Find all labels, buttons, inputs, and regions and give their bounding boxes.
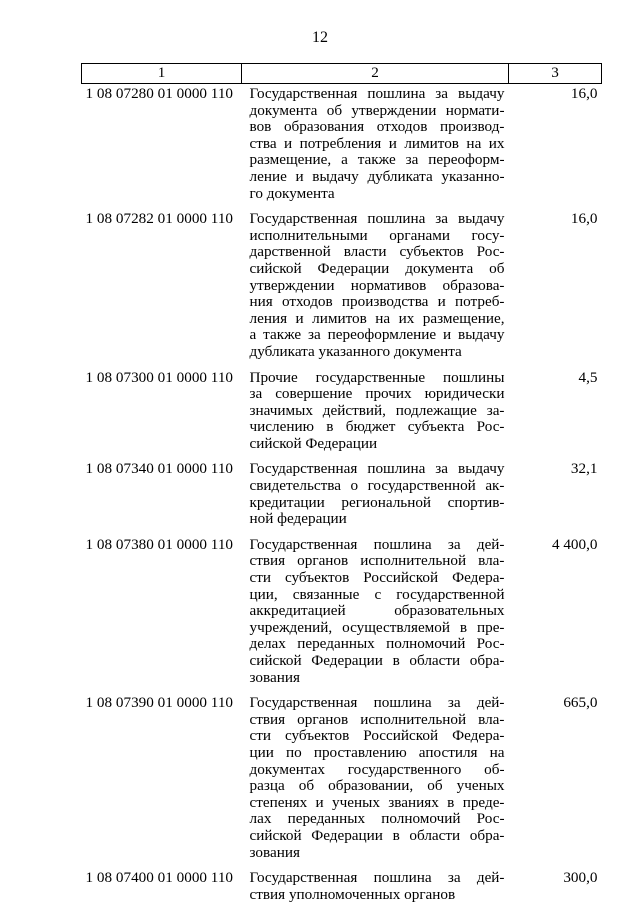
description-line: документах государственного об- <box>250 762 505 779</box>
revenue-description <box>242 693 509 868</box>
description-line: сти субъектов Российской Федера- <box>250 728 505 745</box>
revenue-description <box>242 868 509 910</box>
description-line: ции по проставлению апостиля на <box>250 745 505 762</box>
description-line: дубликата указанного документа <box>250 344 505 361</box>
description-line: кредитации региональной спортив- <box>250 495 505 512</box>
table-row <box>82 868 602 910</box>
description-line: сийской Федерации документа об <box>250 261 505 278</box>
revenue-amount: 4 400,0 <box>509 535 602 693</box>
description-line: свидетельства о государственной ак- <box>250 478 505 495</box>
description-line: значимых действий, подлежащие за- <box>250 403 505 420</box>
description-line: степенях и ученых званиях в преде- <box>250 795 505 812</box>
description-line: делах переданных полномочий Рос- <box>250 636 505 653</box>
page-number: 12 <box>0 28 640 48</box>
revenue-amount: 300,0 <box>509 868 602 910</box>
revenue-code: 1 08 07280 01 0000 110 <box>82 84 242 210</box>
description-line: Государственная пошлина за дей- <box>250 537 505 554</box>
table-row <box>82 459 602 534</box>
revenue-code: 1 08 07282 01 0000 110 <box>82 209 242 367</box>
header-col-1: 1 <box>82 64 242 84</box>
revenue-description <box>242 535 509 693</box>
description-line: исполнительными органами госу- <box>250 228 505 245</box>
description-line: сийской Федерации <box>250 436 505 453</box>
description-line: размещение, а также за переоформ- <box>250 152 505 169</box>
revenue-code: 1 08 07400 01 0000 110 <box>82 868 242 910</box>
description-line: ствия органов исполнительной вла- <box>250 553 505 570</box>
description-line: Государственная пошлина за выдачу <box>250 211 505 228</box>
revenue-description <box>242 459 509 534</box>
description-line: Государственная пошлина за выдачу <box>250 461 505 478</box>
table-row <box>82 535 602 693</box>
description-line: аккредитацией образовательных <box>250 603 505 620</box>
table-row <box>82 209 602 367</box>
description-line: лах переданных полномочий Рос- <box>250 811 505 828</box>
description-line: Государственная пошлина за дей- <box>250 870 505 887</box>
description-line: учреждений, осуществляемой в пре- <box>250 620 505 637</box>
table-body <box>82 84 602 910</box>
revenue-code: 1 08 07340 01 0000 110 <box>82 459 242 534</box>
description-line: ствия уполномоченных органов <box>250 887 505 904</box>
revenue-code: 1 08 07300 01 0000 110 <box>82 368 242 460</box>
revenue-code: 1 08 07390 01 0000 110 <box>82 693 242 868</box>
description-line: сти субъектов Российской Федера- <box>250 570 505 587</box>
description-line: ции, связанные с государственной <box>250 587 505 604</box>
description-line: дарственной власти субъектов Рос- <box>250 244 505 261</box>
table-row <box>82 693 602 868</box>
description-line: числению в бюджет субъекта Рос- <box>250 419 505 436</box>
revenue-amount: 32,1 <box>509 459 602 534</box>
description-line: сийской Федерации в области обра- <box>250 828 505 845</box>
description-line: ление и выдачу дубликата указанно- <box>250 169 505 186</box>
revenue-amount: 665,0 <box>509 693 602 868</box>
header-col-3: 3 <box>509 64 602 84</box>
description-line: ствия органов исполнительной вла- <box>250 712 505 729</box>
description-line: Государственная пошлина за выдачу <box>250 86 505 103</box>
description-line: за совершение прочих юридически <box>250 386 505 403</box>
table-row <box>82 368 602 460</box>
description-line: зования <box>250 670 505 687</box>
description-line: Прочие государственные пошлины <box>250 370 505 387</box>
revenue-code: 1 08 07380 01 0000 110 <box>82 535 242 693</box>
description-line: документа об утверждении нормати- <box>250 103 505 120</box>
description-line: ства и потребления и лимитов на их <box>250 136 505 153</box>
description-line: го документа <box>250 186 505 203</box>
table-row <box>82 84 602 210</box>
revenue-amount: 16,0 <box>509 84 602 210</box>
description-line: а также за переоформление и выдачу <box>250 327 505 344</box>
description-line: ления и лимитов на их размещение, <box>250 311 505 328</box>
description-line: утверждении нормативов образова- <box>250 278 505 295</box>
budget-revenue-table <box>81 63 601 910</box>
description-line: вов образования отходов производ- <box>250 119 505 136</box>
table-header-row <box>82 64 602 84</box>
revenue-amount: 16,0 <box>509 209 602 367</box>
revenue-description <box>242 84 509 210</box>
revenue-amount: 4,5 <box>509 368 602 460</box>
revenue-table <box>81 63 602 910</box>
description-line: Государственная пошлина за дей- <box>250 695 505 712</box>
revenue-description <box>242 209 509 367</box>
revenue-description <box>242 368 509 460</box>
description-line: ния отходов производства и потреб- <box>250 294 505 311</box>
description-line: ной федерации <box>250 511 505 528</box>
description-line: зования <box>250 845 505 862</box>
description-line: разца об образовании, об ученых <box>250 778 505 795</box>
header-col-2: 2 <box>242 64 509 84</box>
description-line: сийской Федерации в области обра- <box>250 653 505 670</box>
